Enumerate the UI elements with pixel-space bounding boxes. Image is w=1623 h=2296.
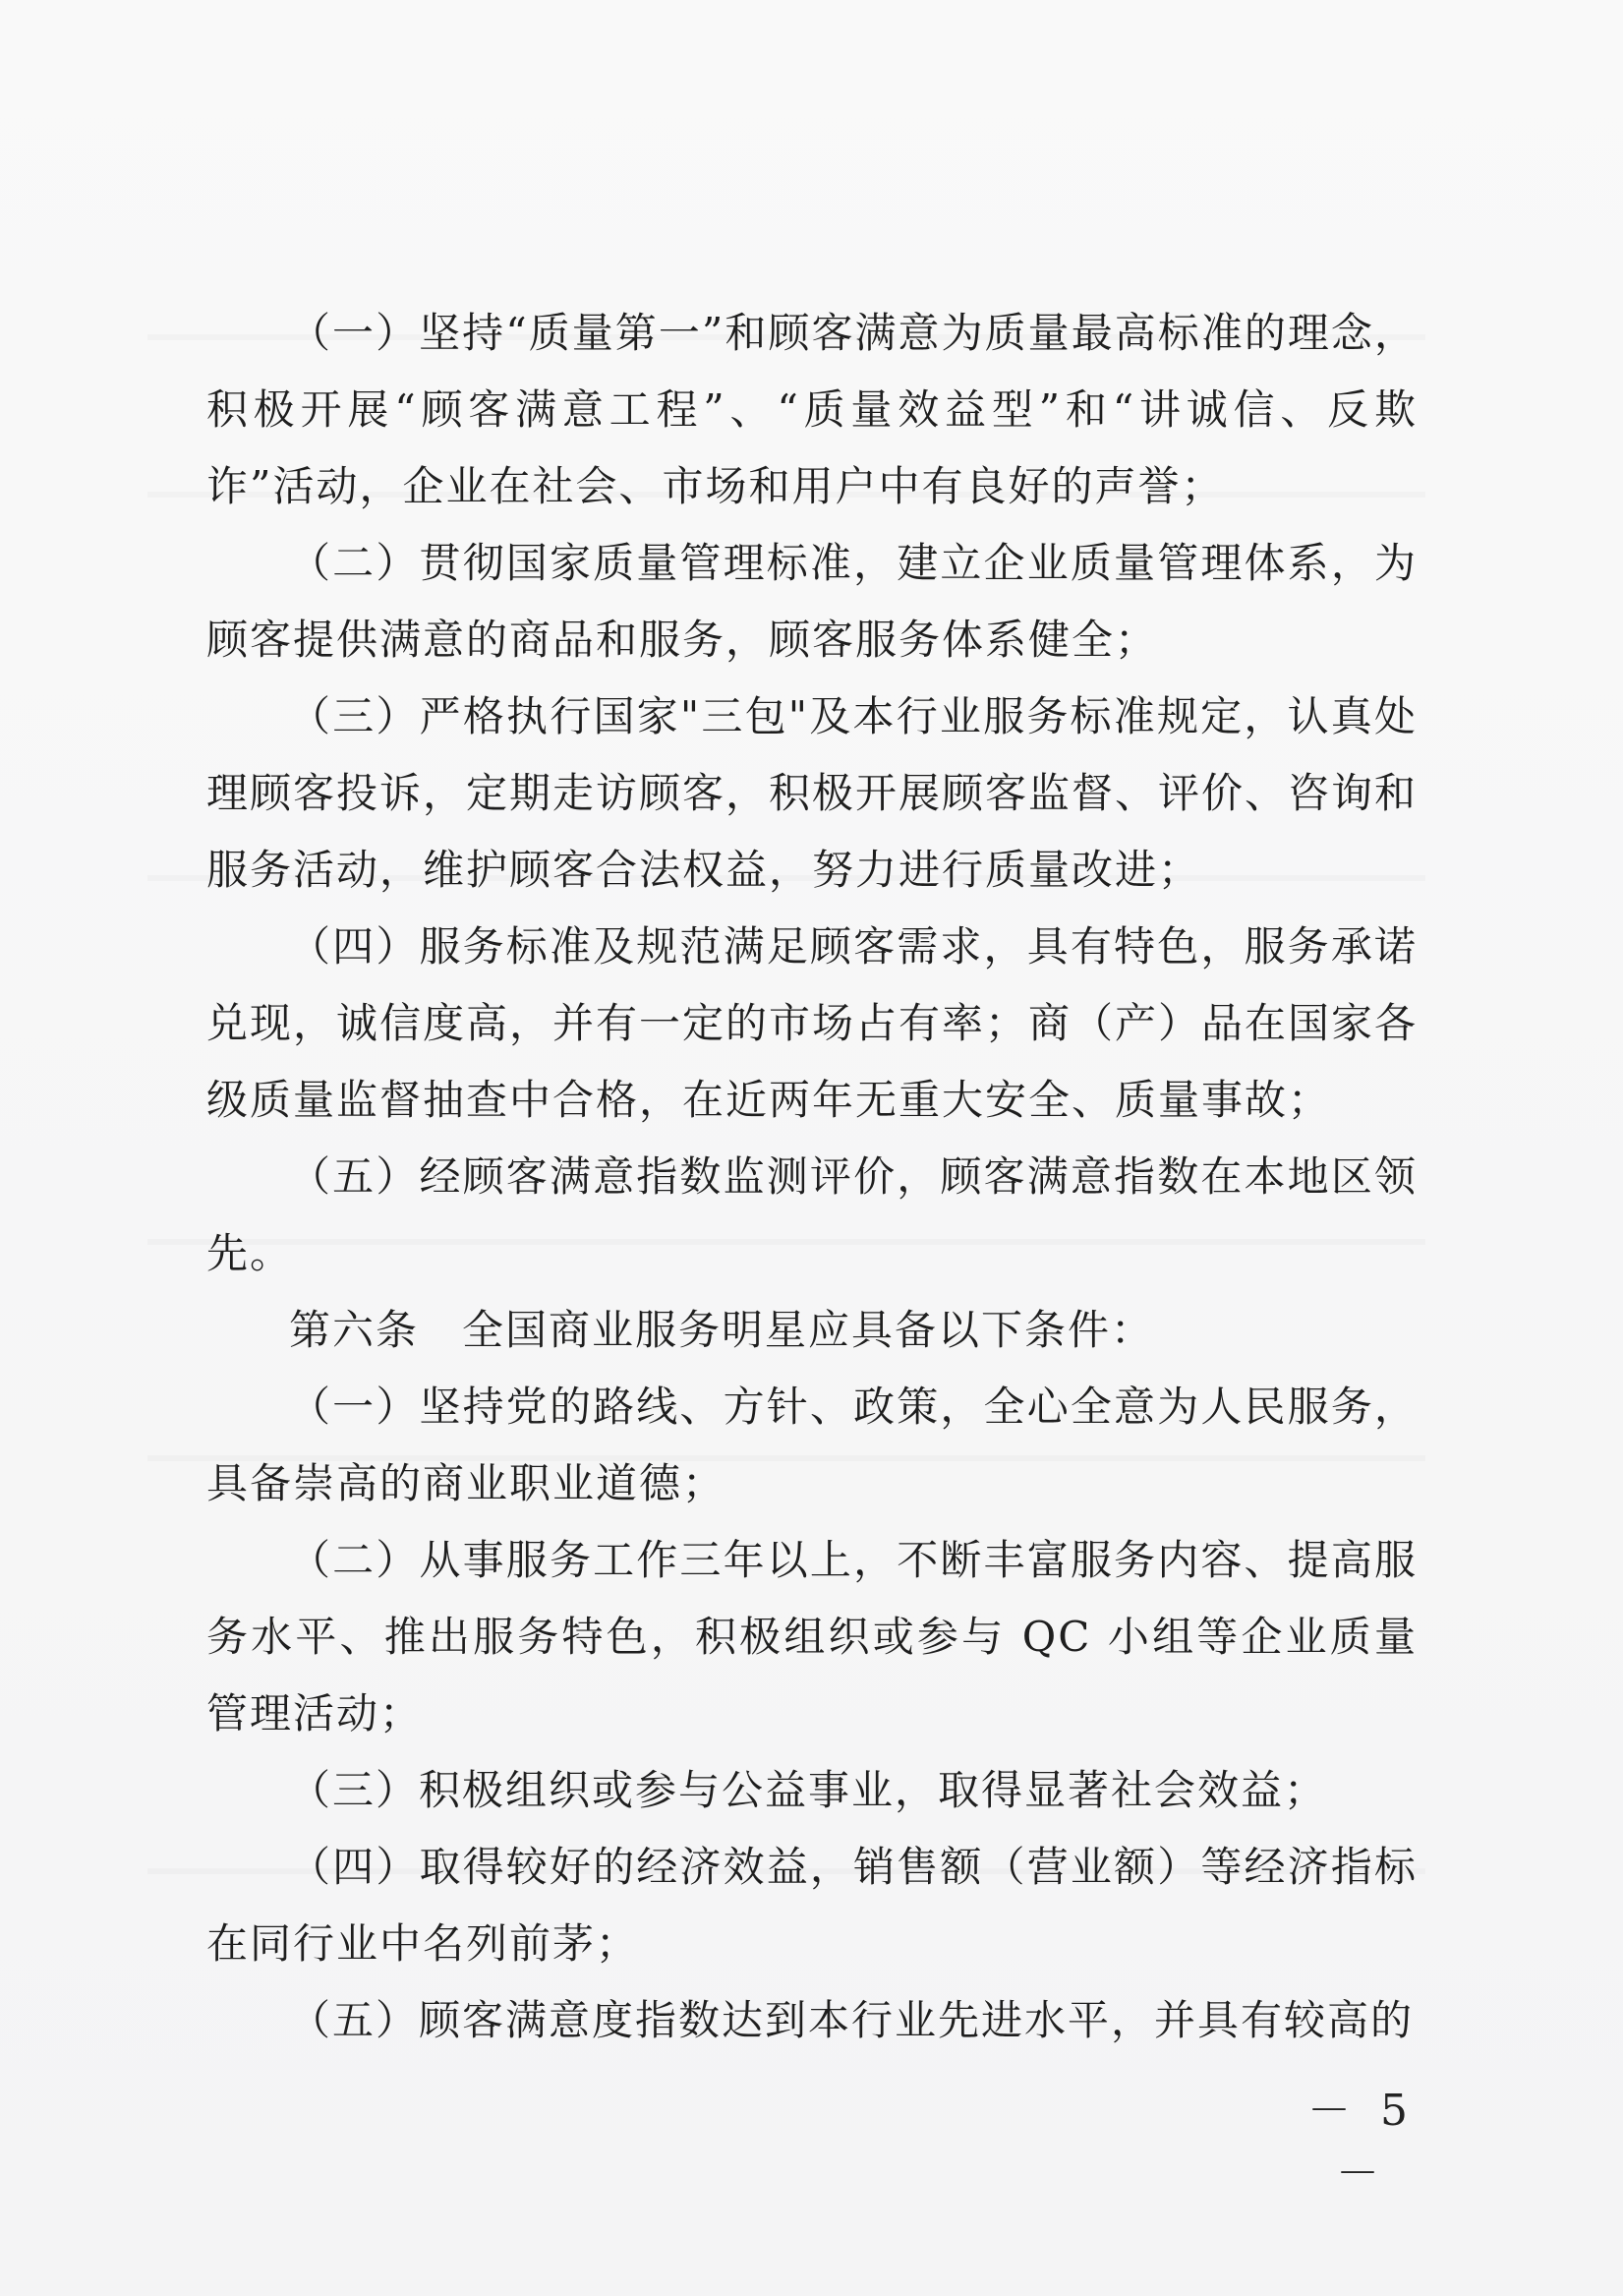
article-6-heading: 第六条 全国商业服务明星应具备以下条件： xyxy=(289,1306,1155,1354)
paragraph-4: （四）服务标准及规范满足顾客需求，具有特色，服务承诺兑现，诚信度高，并有一定的市场占有率；商（产）品在国家各级质量监督抽查中合格，在近两年无重大安全、质量事故； xyxy=(206,922,1419,1124)
paragraph-7: （一）坚持党的路线、方针、政策，全心全意为人民服务，具备崇高的商业职业道德； xyxy=(206,1383,1418,1507)
paragraph-11: （五）顾客满意度指数达到本行业先进水平，并具有较高的 xyxy=(289,1996,1415,2044)
body-text xyxy=(206,295,1418,2059)
paragraph-9: （三）积极组织或参与公益事业，取得显著社会效益； xyxy=(289,1766,1328,1814)
paragraph-5: （五）经顾客满意指数监测评价，顾客满意指数在本地区领先。 xyxy=(206,1152,1418,1277)
paragraph-2: （二）贯彻国家质量管理标准，建立企业质量管理体系，为顾客提供满意的商品和服务，顾客服务体系健全； xyxy=(206,539,1418,664)
paragraph-10: （四）取得较好的经济效益，销售额（营业额）等经济指标在同行业中名列前茅； xyxy=(206,1843,1418,1968)
page-number: － 5 － xyxy=(1307,2086,1416,2199)
paragraph-8: （二）从事服务工作三年以上，不断丰富服务内容、提高服务水平、推出服务特色，积极组织或参与 QC 小组等企业质量管理活动； xyxy=(206,1536,1418,1737)
body-content xyxy=(206,295,1418,2163)
paragraph-1: （一）坚持“质量第一”和顾客满意为质量最高标准的理念，积极开展“顾客满意工程”、“质量效益型”和“讲诚信、反欺诈”活动，企业在社会、市场和用户中有良好的声誉； xyxy=(206,309,1418,510)
paragraph-3: （三）严格执行国家"三包"及本行业服务标准规定，认真处理顾客投诉，定期走访顾客，积极开展顾客监督、评价、咨询和服务活动，维护顾客合法权益，努力进行质量改进； xyxy=(206,692,1419,894)
